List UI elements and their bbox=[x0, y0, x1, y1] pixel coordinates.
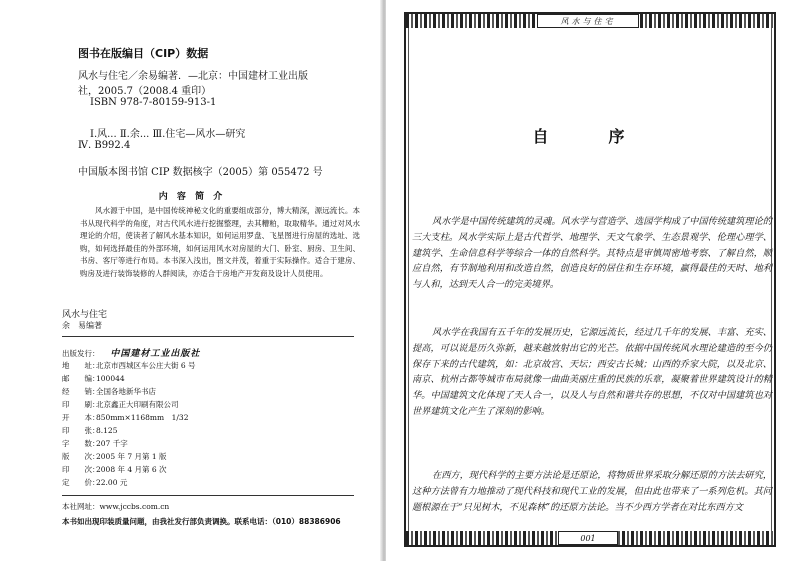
pub-info-label: 印 次： bbox=[62, 465, 100, 474]
publisher-logo: 中国建材工业出版社 bbox=[110, 349, 201, 359]
pub-info-label: 印 刷： bbox=[62, 400, 100, 409]
classification-line: Ⅰ.风... Ⅱ.余... Ⅲ.住宅—风水—研究 bbox=[90, 129, 246, 140]
divider bbox=[62, 495, 354, 496]
pub-info-row bbox=[62, 412, 188, 423]
website: 本社网址：www.jccbs.com.cn bbox=[62, 502, 170, 511]
cip-number: 中国版本图书馆 CIP 数据核字（2005）第 055472 号 bbox=[78, 167, 323, 178]
pub-info-row bbox=[62, 360, 196, 371]
pub-info-value: 全国各地新华书店 bbox=[96, 387, 156, 396]
pub-info-value: 北京市西城区车公庄大街 6 号 bbox=[96, 361, 196, 370]
publisher-row bbox=[62, 346, 200, 359]
pub-info-row bbox=[62, 451, 167, 462]
cip-line: 社，2005.7（2008.4 重印） bbox=[78, 86, 212, 97]
isbn: ISBN 978-7-80159-913-1 bbox=[90, 97, 217, 108]
pub-info-label: 印 张： bbox=[62, 426, 100, 435]
classification-line: Ⅳ. B992.4 bbox=[78, 140, 131, 151]
pub-info-value: 2008 年 4 月第 6 次 bbox=[96, 465, 167, 474]
pub-info-label: 地 址： bbox=[62, 361, 100, 370]
page-number: 001 bbox=[558, 531, 618, 545]
intro-heading: 内 容 简 介 bbox=[158, 192, 226, 202]
pub-info-row bbox=[62, 386, 156, 397]
preface-paragraph: 风水学是中国传统建筑的灵魂。风水学与营造学、选园学构成了中国传统建筑理论的三大支柱。风水学实际上是古代哲学、地理学、天文气象学、生态景观学、伦理心理学、建筑学、生命信息科学等综合一体的自然科学。其特点是审慎周密地考察、了解自然，顺应自然，有节制地利用和改造自然，创造良好的居住和生存环境，赢得最佳的天时、地利与人和，达到天人合一的完美境界。 bbox=[412, 216, 772, 291]
pub-info-value: 2005 年 7 月第 1 版 bbox=[96, 452, 167, 461]
pub-info-label: 定 价： bbox=[62, 478, 100, 487]
pub-info-value: 850mm×1168mm 1/32 bbox=[96, 413, 189, 422]
preface-page bbox=[386, 0, 793, 561]
pub-info-label: 版 次： bbox=[62, 452, 100, 461]
pub-info-row bbox=[62, 399, 179, 410]
preface-paragraph: 在西方，现代科学的主要方法论是还原论，将物质世界采取分解还原的方法去研究，这种方法曾有力地推动了现代科技和现代工业的发展，但由此也带来了一系列危机。其问题根源在于“只见树木，不见森林”的还原方法论。当不少西方学者在对比东西方文 bbox=[412, 470, 772, 513]
quality-notice: 本书如出现印装质量问题，由我社发行部负责调换。联系电话：（010）88386906 bbox=[62, 517, 341, 526]
pub-info-label: 邮 编： bbox=[62, 374, 100, 383]
preface-title: 自 序 bbox=[532, 127, 647, 146]
copyright-page bbox=[0, 0, 384, 561]
preface-paragraph: 风水学在我国有五千年的发展历史，它源远流长，经过几千年的发展、丰富、充实、提高，可以说是历久弥新，越来越放射出它的光芒。依据中国传统风水理论建造的至今仍保存下来的古代建筑，如：北京故宫、天坛；西安古长城；山西的乔家大院，以及北京、南京、杭州古都等城市布局就像一曲曲美丽庄重的民族的乐章，凝聚着世界建筑设计的精华。中国建筑文化体现了天人合一，以及人与自然和谐共存的思想，不仅对中国建筑也对世界建筑文化产生了深刻的影响。 bbox=[412, 327, 772, 417]
pub-info-value: 北京鑫正大印刷有限公司 bbox=[96, 400, 179, 409]
pub-info-row bbox=[62, 464, 167, 475]
pub-info-value: 22.00 元 bbox=[96, 478, 128, 487]
pub-info-label: 开 本： bbox=[62, 413, 100, 422]
pub-info-row bbox=[62, 477, 127, 488]
intro-text: 风水源于中国，是中国传统神秘文化的重要组成部分，博大精深，源远流长。本书从现代科学的角度，对古代风水进行挖掘整理，去其糟粕，取取精华。通过对风水理论的介绍，使读者了解风水基本知识，如何运用罗盘、飞星图进行房屋的选址、选购，如何选择最佳的外部环境，如何运用风水对房屋的大门、卧室、厨房、卫生间、书房、客厅等进行布局。本书深入浅出，图文并茂，着重于实际操作。适合于建房、购房及进行装饰装修的人群阅读，亦适合于房地产开发商及设计人员使用。 bbox=[80, 206, 360, 278]
author: 余 易编著 bbox=[62, 321, 102, 330]
running-header: 风水与住宅 bbox=[537, 14, 639, 28]
pub-info-label: 经 销： bbox=[62, 387, 100, 396]
cip-title: 图书在版编目（CIP）数据 bbox=[78, 47, 209, 60]
pub-info-label: 字 数： bbox=[62, 439, 100, 448]
pub-info-row bbox=[62, 373, 125, 384]
book-title: 风水与住宅 bbox=[62, 310, 108, 320]
pub-info-row bbox=[62, 438, 128, 449]
cip-line: 风水与住宅／余易编著．—北京：中国建材工业出版 bbox=[78, 71, 308, 82]
publisher-label: 出版发行： bbox=[62, 349, 100, 358]
pub-info-value: 207 千字 bbox=[96, 439, 128, 448]
divider bbox=[62, 336, 354, 337]
pub-info-value: 8.125 bbox=[96, 426, 118, 435]
pub-info-row bbox=[62, 425, 117, 436]
pub-info-value: 100044 bbox=[96, 374, 125, 383]
